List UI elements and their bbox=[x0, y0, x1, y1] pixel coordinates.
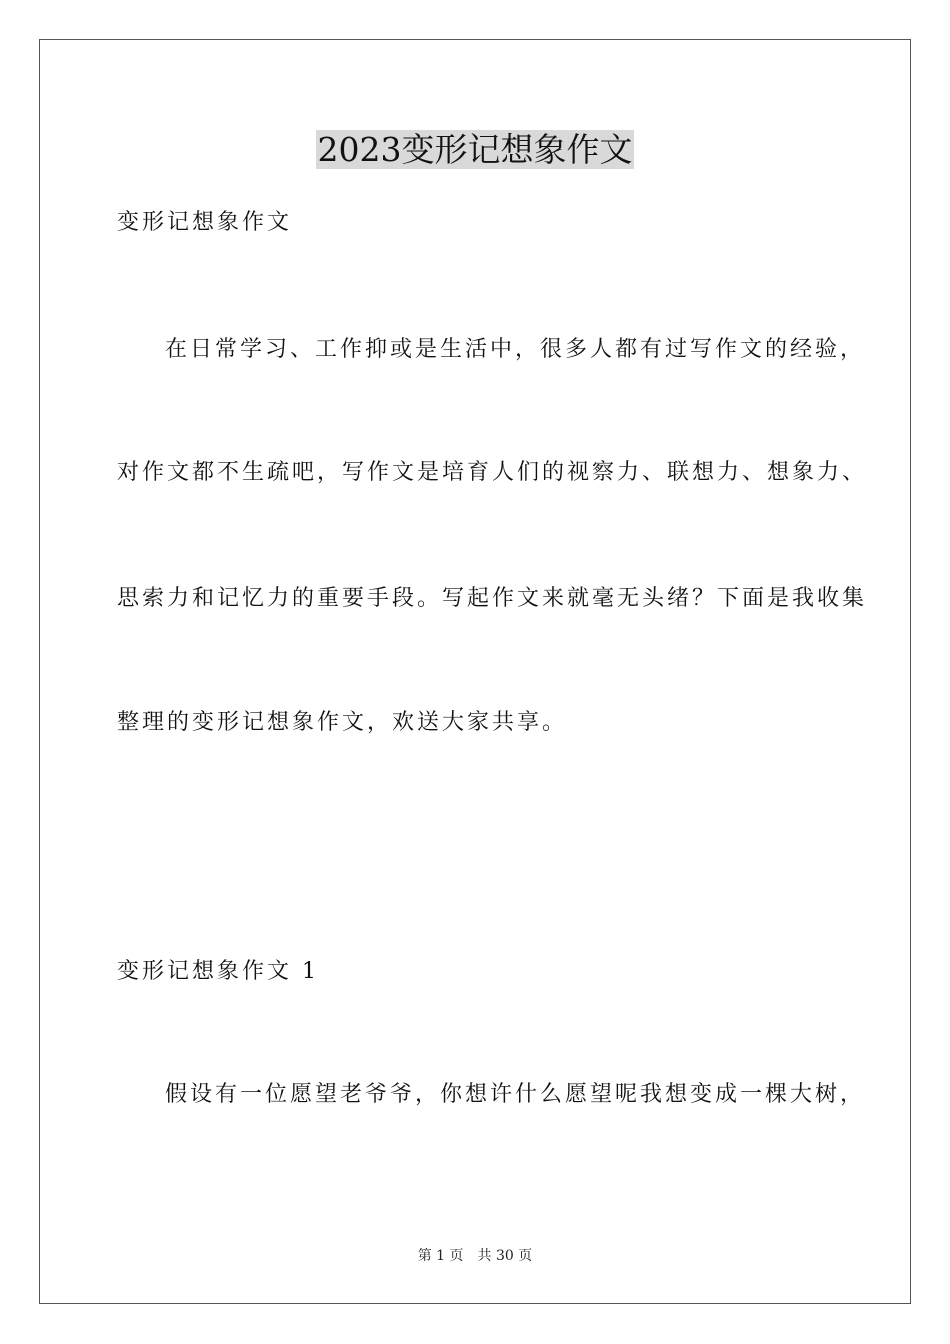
subtitle: 变形记想象作文 bbox=[117, 210, 293, 235]
document-title-text: 2023变形记想象作文 bbox=[317, 130, 633, 169]
paragraph-line: 在日常学习、工作抑或是生活中，很多人都有过写作文的经验， bbox=[165, 337, 866, 362]
paragraph-line: 假设有一位愿望老爷爷，你想许什么愿望呢我想变成一棵大树， bbox=[165, 1082, 866, 1107]
paragraph-line: 思索力和记忆力的重要手段。写起作文来就毫无头绪？下面是我收集 bbox=[117, 586, 868, 611]
section-heading: 变形记想象作文 1 bbox=[117, 959, 319, 984]
paragraph-line: 对作文都不生疏吧，写作文是培育人们的视察力、联想力、想象力、 bbox=[117, 460, 868, 485]
page-footer: 第 1 页 共 30 页 bbox=[417, 1248, 533, 1264]
paragraph-line: 整理的变形记想象作文，欢送大家共享。 bbox=[117, 710, 568, 735]
document-title bbox=[0, 128, 950, 172]
